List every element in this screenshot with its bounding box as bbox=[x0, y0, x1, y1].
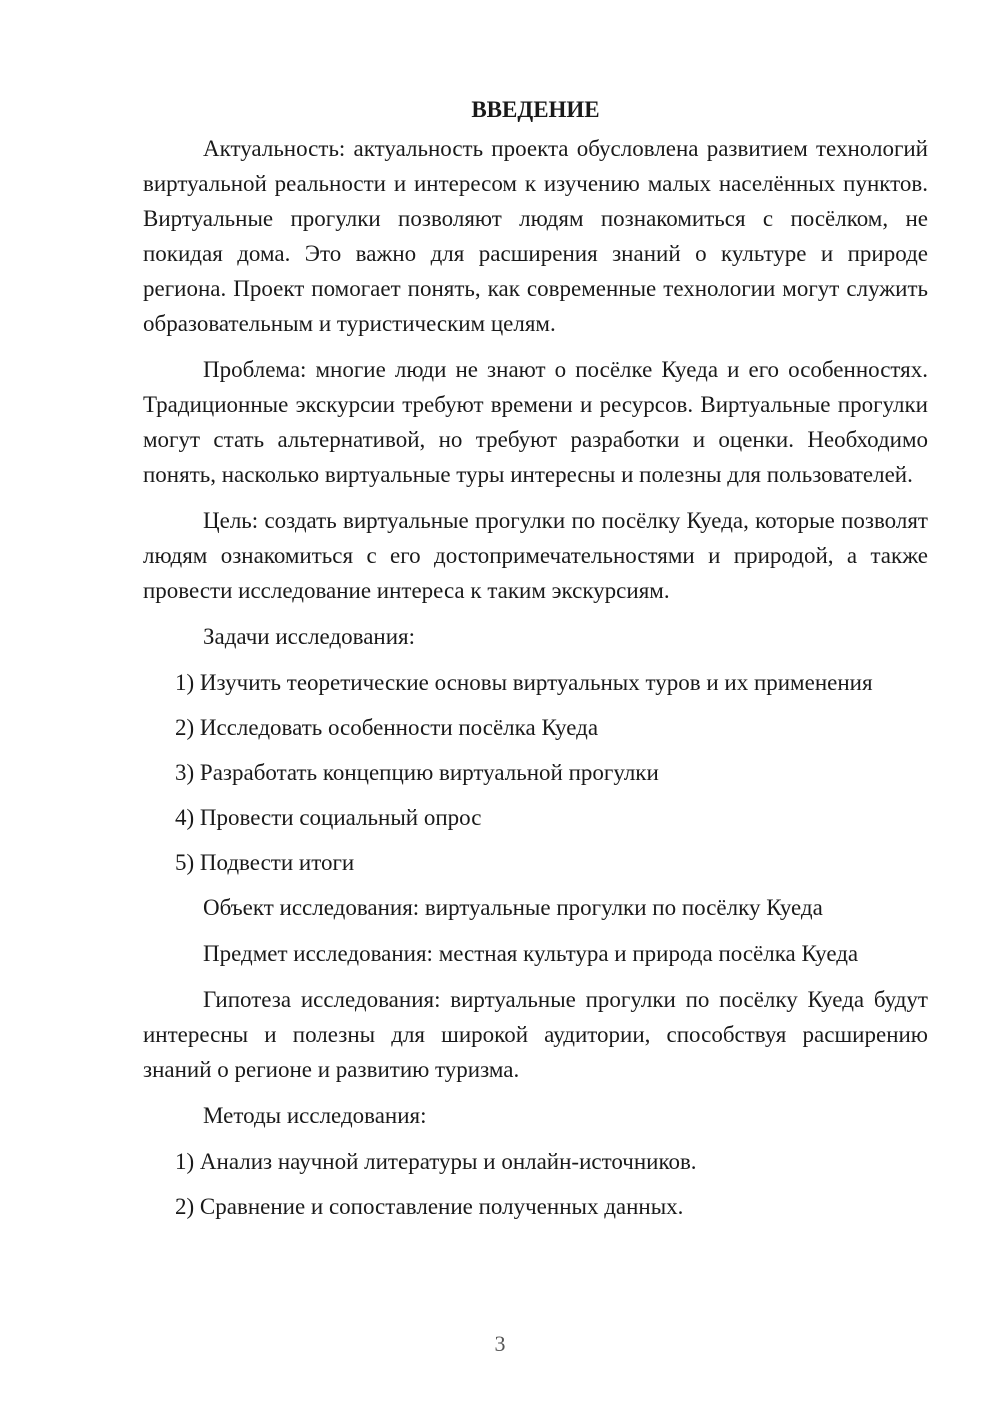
methods-heading: Методы исследования: bbox=[203, 1103, 427, 1128]
list-item: 1) Анализ научной литературы и онлайн-источников. bbox=[175, 1149, 697, 1174]
list-item: 4) Провести социальный опрос bbox=[175, 805, 482, 830]
goal-paragraph: Цель: создать виртуальные прогулки по посёлку Куеда, которые позволят людям ознакомиться с его достопримечательностями и природой, а также провести исследование интереса к таким экскурсиям. bbox=[143, 508, 928, 603]
methods-list bbox=[143, 1144, 928, 1224]
list-item: 2) Сравнение и сопоставление полученных данных. bbox=[175, 1194, 684, 1219]
page-number: 3 bbox=[494, 1331, 506, 1356]
hypothesis-paragraph: Гипотеза исследования: виртуальные прогулки по посёлку Куеда будут интересны и полезны для широкой аудитории, способствуя расширению знаний о регионе и развитию туризма. bbox=[143, 987, 928, 1082]
relevance-paragraph: Актуальность: актуальность проекта обусловлена развитием технологий виртуальной реальности и интересом к изучению малых населённых пунктов. Виртуальные прогулки позволяют людям познакомиться с посёлком, не покидая дома. Это важно для расширения знаний о культуре и природе региона. Проект помогает понять, как современные технологии могут служить образовательным и туристическим целям. bbox=[143, 136, 928, 336]
list-item: 2) Исследовать особенности посёлка Куеда bbox=[175, 715, 599, 740]
list-item: 3) Разработать концепцию виртуальной прогулки bbox=[175, 760, 659, 785]
tasks-list bbox=[143, 665, 928, 880]
subject-line: Предмет исследования: местная культура и природа посёлка Куеда bbox=[203, 941, 859, 966]
tasks-heading: Задачи исследования: bbox=[203, 624, 416, 649]
object-line: Объект исследования: виртуальные прогулки по посёлку Куеда bbox=[203, 895, 823, 920]
list-item: 5) Подвести итоги bbox=[175, 850, 355, 875]
problem-paragraph: Проблема: многие люди не знают о посёлке Куеда и его особенностях. Традиционные экскурсии требуют времени и ресурсов. Виртуальные прогулки могут стать альтернативой, но требуют разработки и оценки. Необходимо понять, насколько виртуальные туры интересны и полезны для пользователей. bbox=[143, 357, 928, 487]
list-item: 1) Изучить теоретические основы виртуальных туров и их применения bbox=[175, 670, 873, 695]
section-title: ВВЕДЕНИЕ bbox=[471, 97, 600, 122]
document-page bbox=[143, 92, 928, 1234]
